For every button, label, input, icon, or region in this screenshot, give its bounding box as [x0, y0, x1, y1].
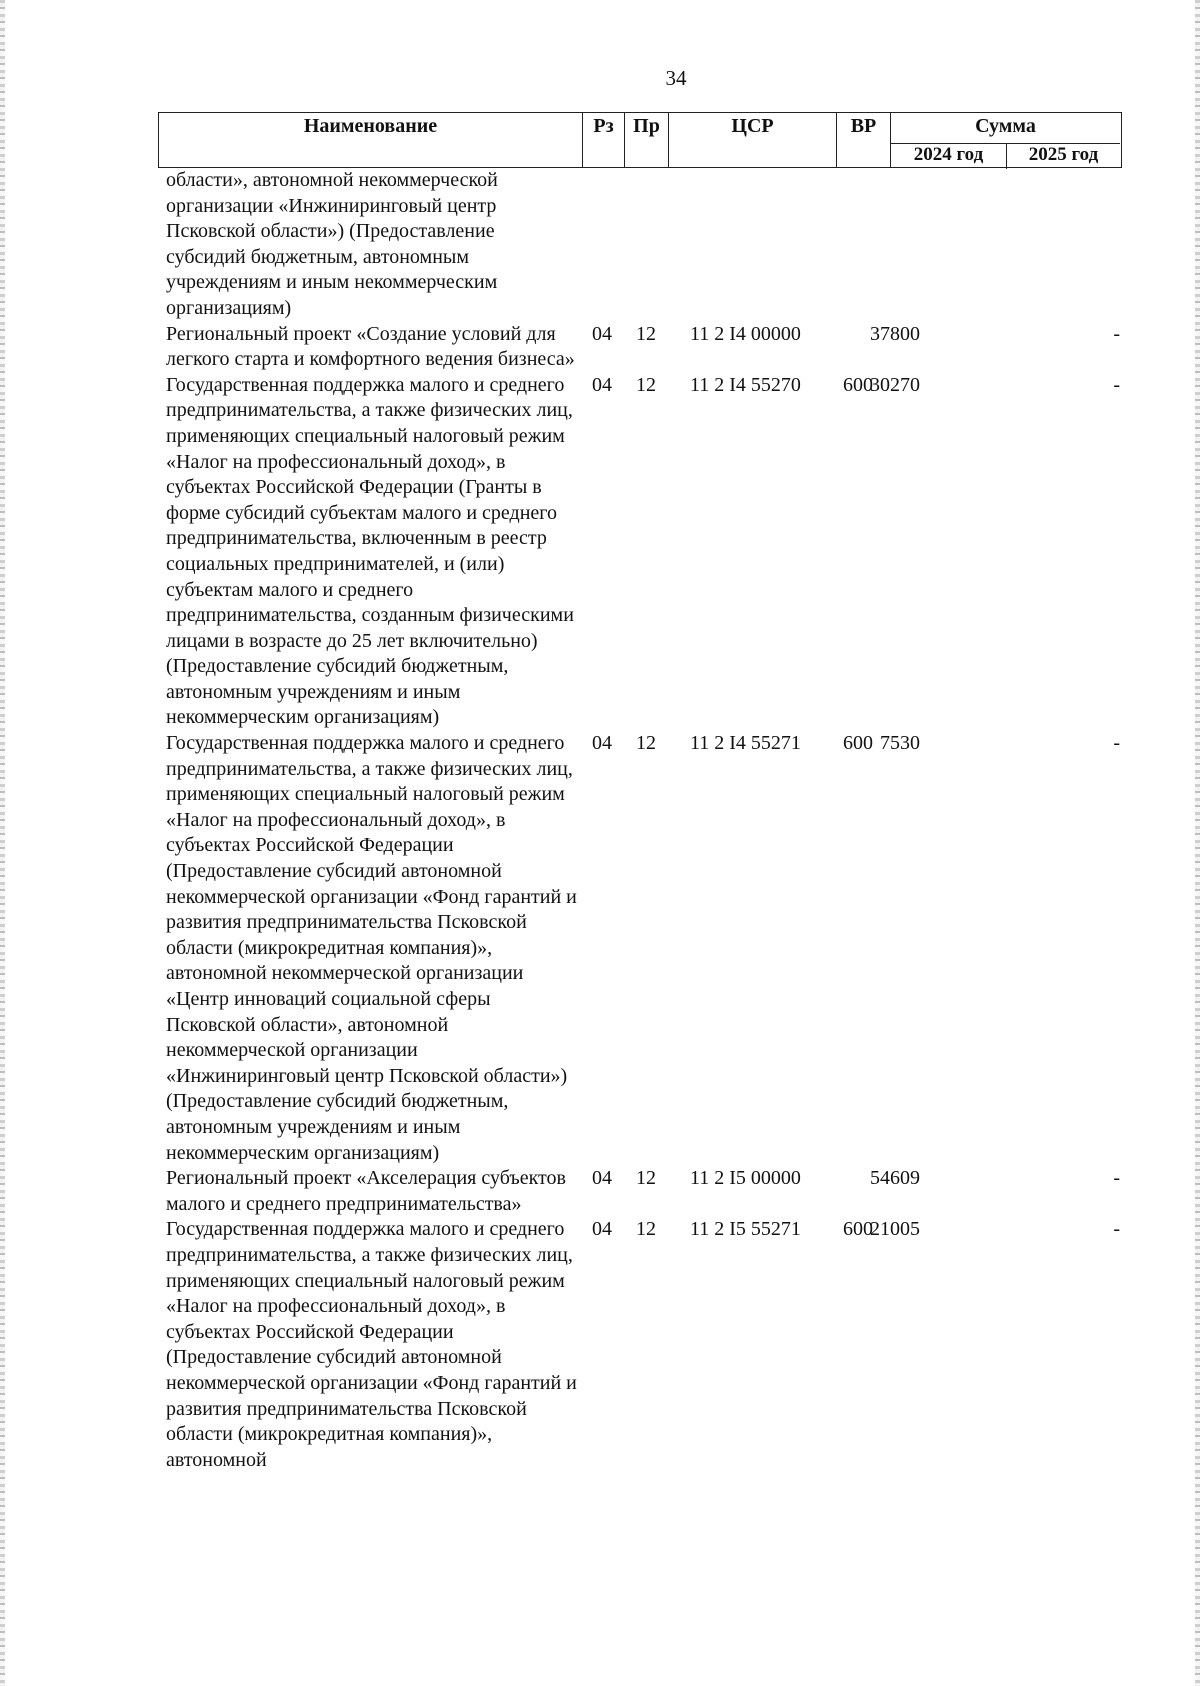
row-name: области», автономной некоммерческой организации «Инжиниринговый центр Псковской области») (Предоставление субсидий бюджетным, автономным учреждениям и иным некоммерческим организациям): [166, 169, 498, 319]
row-pr: 12: [636, 322, 656, 345]
row-rz: 04: [592, 1218, 612, 1241]
header-name: Наименование: [159, 113, 583, 167]
table-row: [158, 373, 1122, 731]
row-sum-2024: 54609: [870, 1167, 920, 1190]
table-row: [158, 322, 1122, 373]
row-pr: 12: [636, 373, 656, 396]
table-row: [158, 731, 1122, 1166]
row-sum-2025: -: [1113, 1218, 1120, 1241]
row-csr: 11 2 I5 00000: [690, 1167, 801, 1190]
row-sum-2025: -: [1113, 322, 1120, 345]
row-name: Государственная поддержка малого и среднего предпринимательства, а также физических лиц, применяющих специальный налоговый режим «Налог на профессиональный доход», в субъектах Российской Федерации (Предоставление субсидий автономной некоммерческой организации «Фонд гарантий и развития предпринимательства Псковской области (микрокредитная компания)», автономной некоммерческой организации «Центр инноваций социальной сферы Псковской области», автономной некоммерческой организации «Инжиниринговый центр Псковской области») (Предоставление субсидий бюджетным, автономным учреждениям и иным некоммерческим организациям): [166, 732, 577, 1164]
scan-edge-left: [0, 0, 5, 1686]
table-body: [158, 168, 1122, 1473]
row-csr: 11 2 I4 55270: [690, 373, 801, 396]
row-name: Региональный проект «Акселерация субъектов малого и среднего предпринимательства»: [166, 1167, 566, 1215]
scan-edge-right: [1195, 0, 1200, 1686]
row-sum-2024: 30270: [870, 373, 920, 396]
header-rz: Рз: [583, 113, 625, 167]
header-sum: [891, 113, 1120, 167]
header-year-2024: 2024 год: [891, 144, 1007, 169]
row-rz: 04: [592, 322, 612, 345]
table-header: [158, 112, 1122, 168]
header-years: [891, 143, 1120, 169]
row-name: Государственная поддержка малого и среднего предпринимательства, а также физических лиц, применяющих специальный налоговый режим «Налог на профессиональный доход», в субъектах Российской Федерации (Предоставление субсидий автономной некоммерческой организации «Фонд гарантий и развития предпринимательства Псковской области (микрокредитная компания)», автономной: [166, 1218, 577, 1471]
page-number: 34: [665, 66, 687, 90]
row-pr: 12: [636, 732, 656, 755]
header-year-2025: 2025 год: [1028, 144, 1099, 165]
row-csr: 11 2 I4 00000: [690, 322, 801, 345]
header-vr: ВР: [837, 113, 891, 167]
table-row: [158, 1166, 1122, 1217]
row-sum-2024: 21005: [870, 1218, 920, 1241]
row-vr: 600: [843, 732, 873, 755]
row-sum-2024: 7530: [880, 732, 920, 755]
table-row: [158, 1217, 1122, 1473]
row-csr: 11 2 I5 55271: [690, 1218, 801, 1241]
row-rz: 04: [592, 732, 612, 755]
row-vr: 600: [843, 1218, 873, 1241]
row-name: Государственная поддержка малого и среднего предпринимательства, а также физических лиц, применяющих специальный налоговый режим «Налог на профессиональный доход», в субъектах Российской Федерации (Гранты в форме субсидий субъектам малого и среднего предпринимательства, включенным в реестр социальных предпринимателей, и (или) субъектам малого и среднего предпринимательства, созданным физическими лицами в возрасте до 25 лет включительно) (Предоставление субсидий бюджетным, автономным учреждениям и иным некоммерческим организациям): [166, 373, 574, 729]
row-sum-2025: -: [1113, 732, 1120, 755]
table-row: [158, 168, 1122, 322]
header-sum-title: Сумма: [975, 115, 1036, 137]
row-sum-2025: -: [1113, 373, 1120, 396]
row-pr: 12: [636, 1218, 656, 1241]
header-csr: ЦСР: [669, 113, 837, 167]
row-sum-2025: -: [1113, 1167, 1120, 1190]
row-rz: 04: [592, 373, 612, 396]
header-pr: Пр: [625, 113, 669, 167]
row-pr: 12: [636, 1167, 656, 1190]
row-name: Региональный проект «Создание условий для легкого старта и комфортного ведения бизнеса»: [166, 322, 575, 371]
row-csr: 11 2 I4 55271: [690, 732, 801, 755]
row-vr: 600: [843, 373, 873, 396]
row-rz: 04: [592, 1167, 612, 1190]
row-sum-2024: 37800: [870, 322, 920, 345]
